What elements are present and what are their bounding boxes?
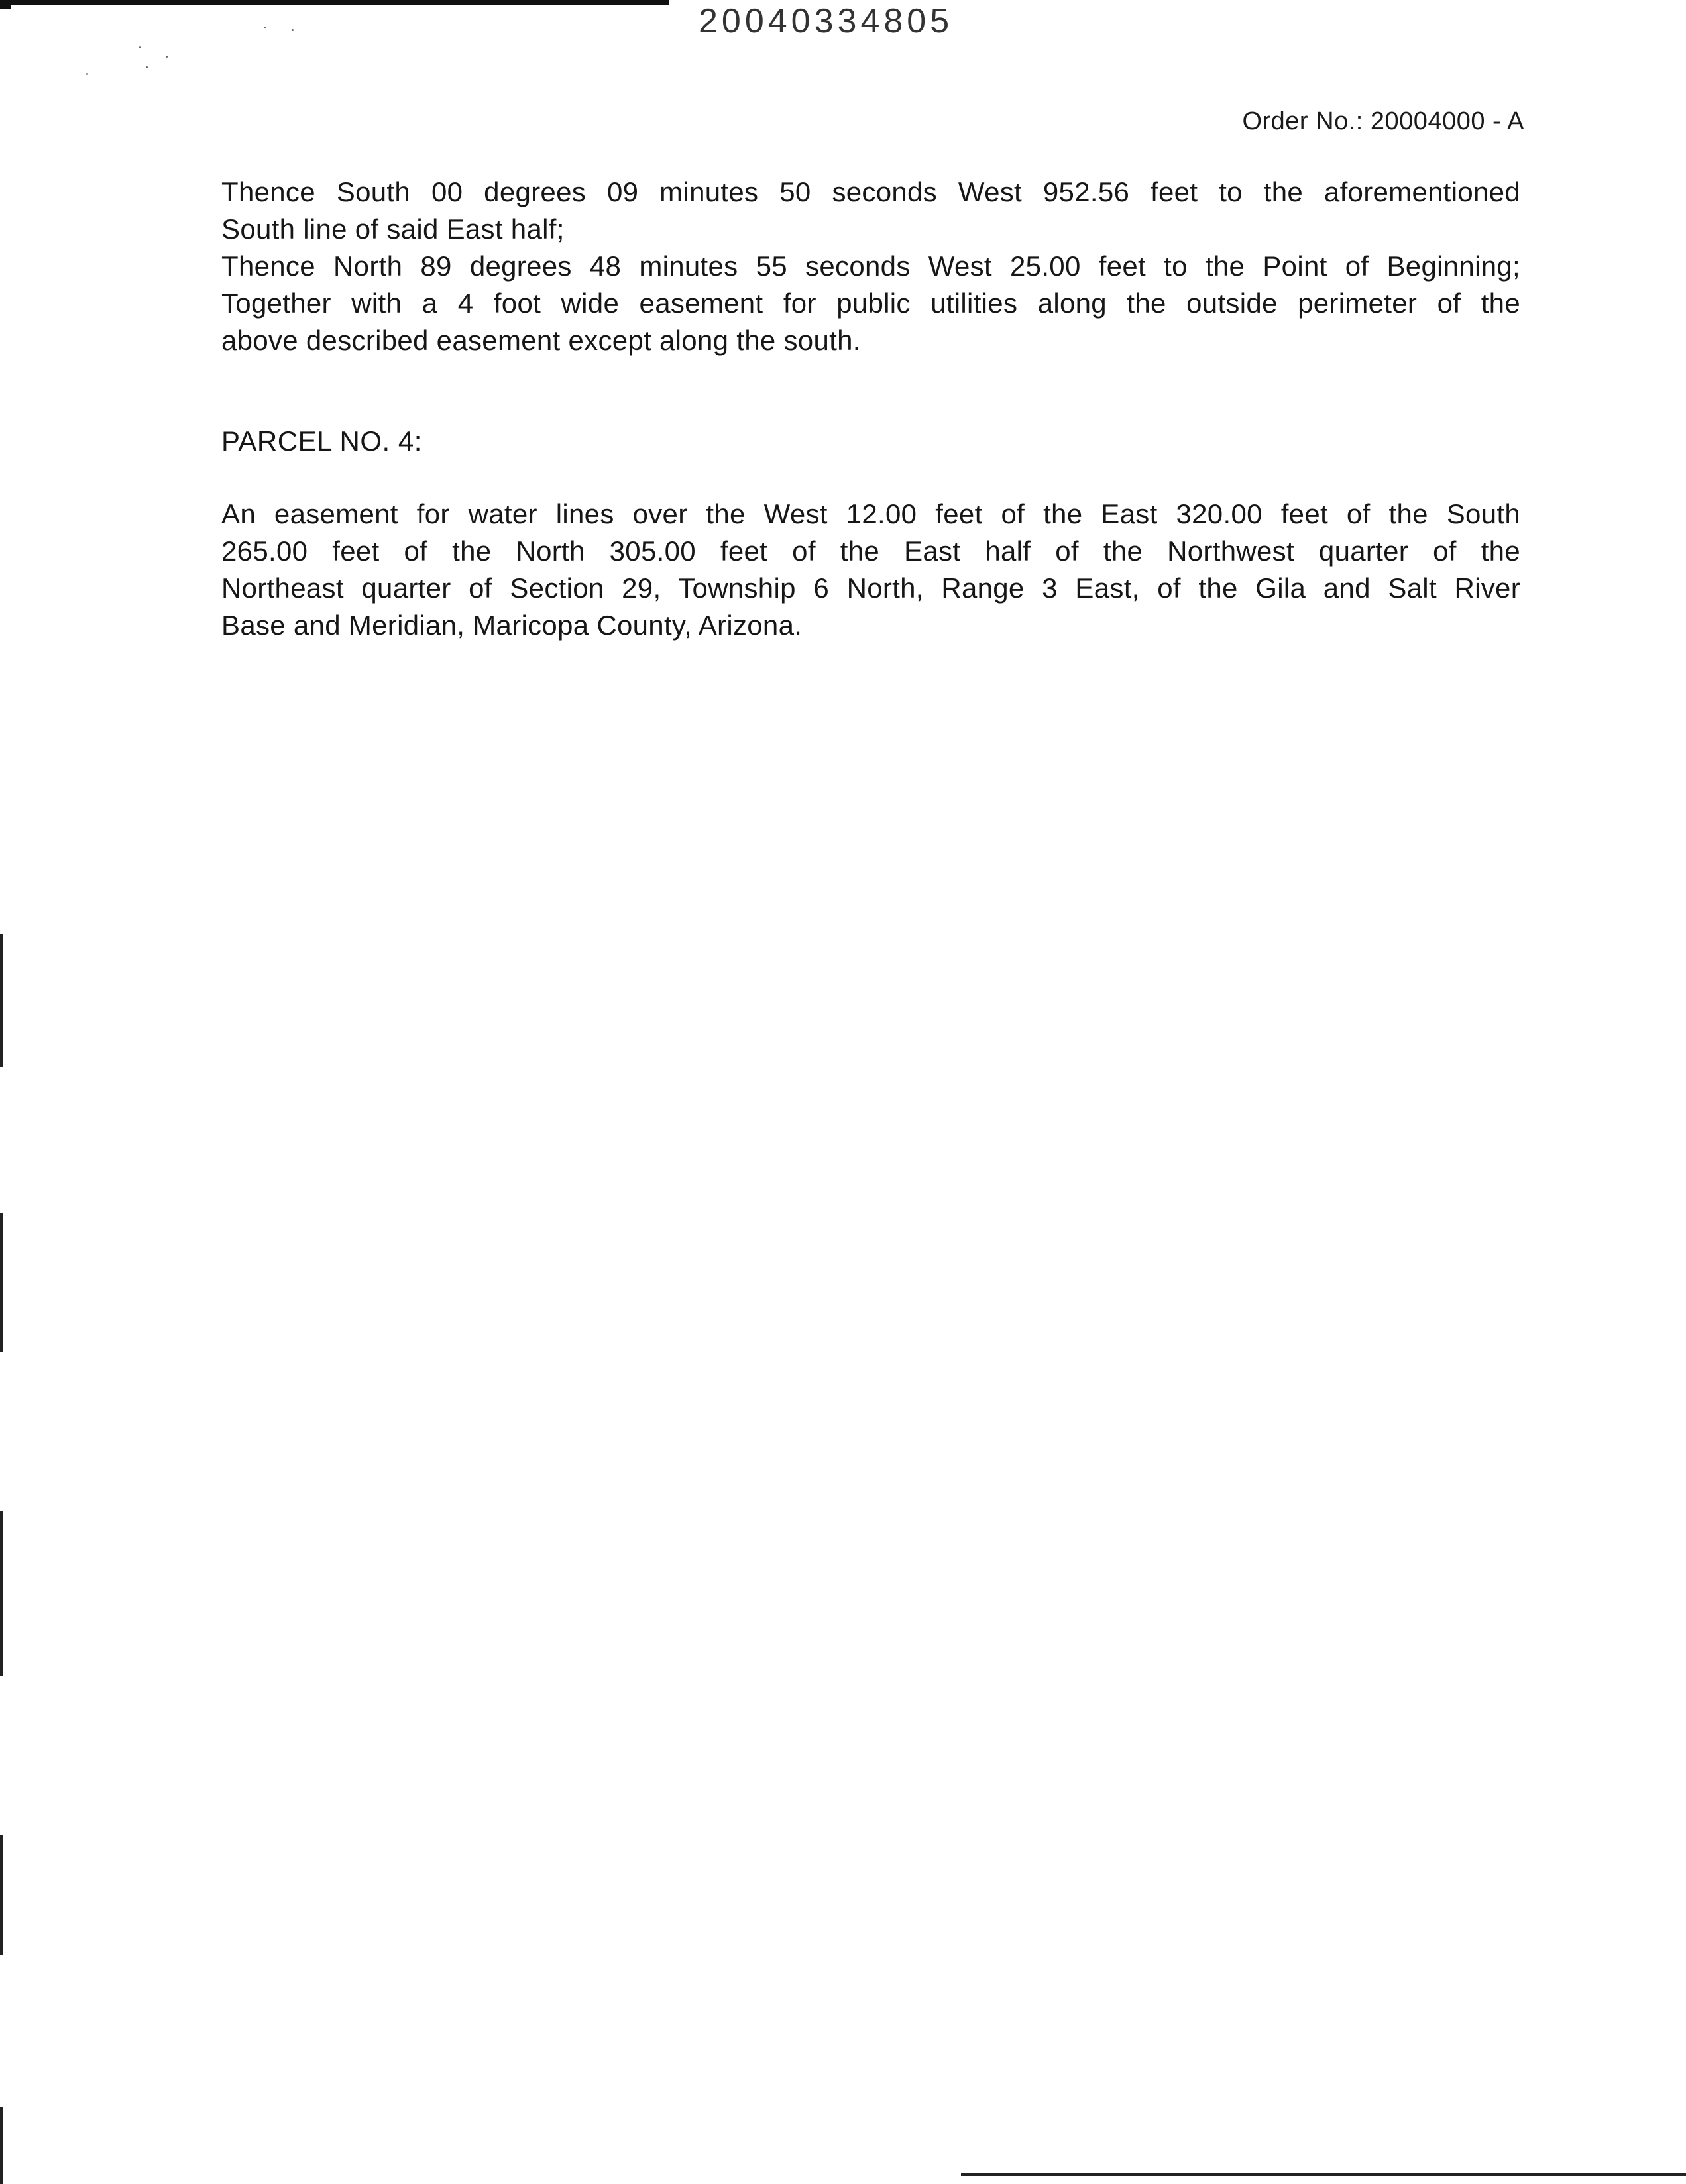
bottom-scan-rule — [961, 2173, 1686, 2176]
text-line: Northeast quarter of Section 29, Township 6 North, Range 3 East, of the Gila and Salt River — [221, 573, 1520, 604]
scan-speck — [292, 29, 294, 31]
text-line: Thence South 00 degrees 09 minutes 50 seconds West 952.56 feet to the aforementioned — [221, 176, 1520, 207]
text-line: Base and Meridian, Maricopa County, Arizona. — [221, 610, 803, 641]
text-line: Thence North 89 degrees 48 minutes 55 seconds West 25.00 feet to the Point of Beginning; — [221, 250, 1520, 282]
scan-speck — [166, 56, 168, 58]
scan-edge-mark — [0, 934, 3, 1067]
text-line: 265.00 feet of the North 305.00 feet of the East half of the Northwest quarter of the — [221, 535, 1520, 567]
order-label: Order No.: — [1242, 107, 1363, 135]
legal-description-continuation — [221, 174, 1520, 359]
document-number: 20040334805 — [699, 2, 954, 40]
text-line: An easement for water lines over the West 12.00 feet of the East 320.00 feet of the South — [221, 498, 1520, 529]
text-line: Together with a 4 foot wide easement for public utilities along the outside perimeter of the — [221, 288, 1520, 319]
scan-speck — [264, 27, 266, 28]
parcel-4-description — [221, 496, 1520, 644]
order-number: 20004000 - A — [1370, 107, 1524, 135]
top-scan-rule — [0, 0, 669, 5]
scan-edge-mark — [0, 1835, 3, 1955]
parcel-4-heading: PARCEL NO. 4: — [221, 425, 422, 457]
scan-edge-mark — [0, 1511, 3, 1676]
order-number-line — [1242, 107, 1524, 136]
scan-edge-mark — [0, 1213, 3, 1352]
scan-speck — [146, 66, 148, 68]
scan-speck — [86, 73, 88, 75]
top-left-scan-mark — [0, 0, 11, 9]
text-line: South line of said East half; — [221, 213, 565, 245]
text-line: above described easement except along the south. — [221, 325, 861, 356]
scan-speck — [139, 46, 141, 48]
scan-edge-mark — [0, 2107, 3, 2184]
